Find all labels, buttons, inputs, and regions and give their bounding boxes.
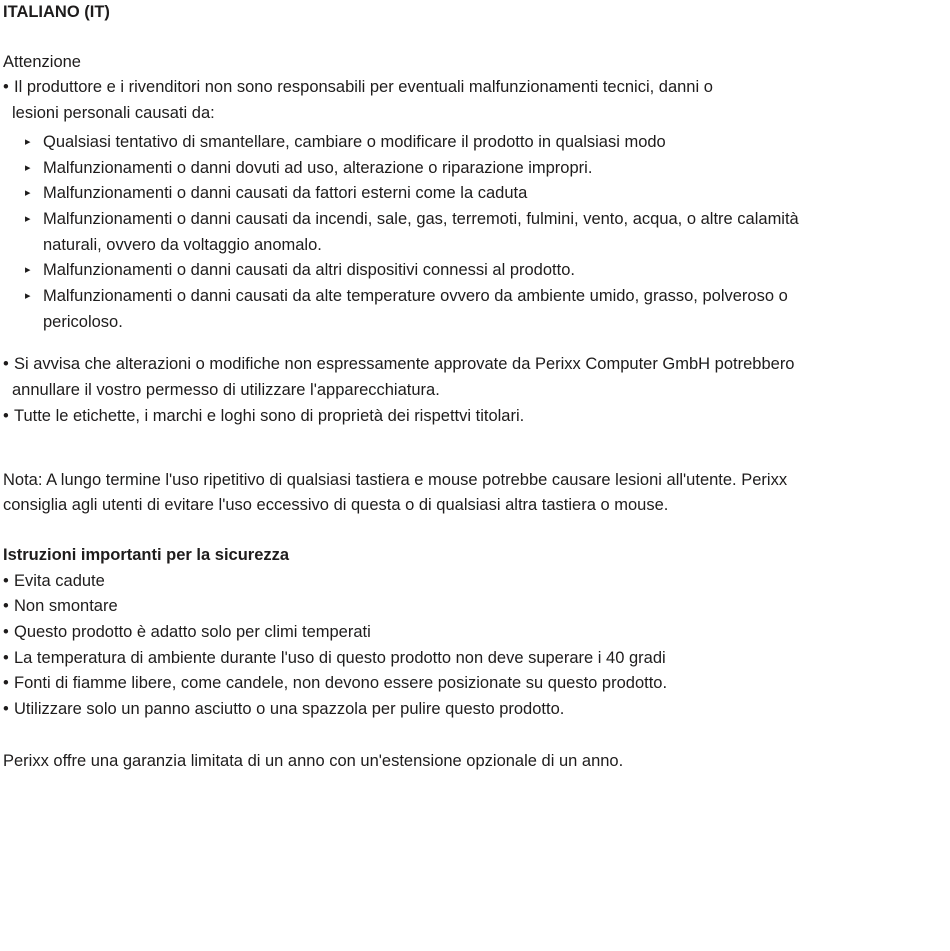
cause-item bbox=[3, 156, 946, 182]
cause-item bbox=[3, 258, 946, 284]
bullet-icon: • bbox=[3, 571, 9, 590]
safety-item-text: La temperatura di ambiente durante l'uso di questo prodotto non deve superare i 40 gradi bbox=[14, 648, 666, 667]
cause-item-text: Malfunzionamenti o danni dovuti ad uso, alterazione o riparazione impropri. bbox=[43, 158, 593, 177]
triangle-bullet-icon: ▸ bbox=[25, 134, 31, 148]
cause-item-text: Qualsiasi tentativo di smantellare, cambiare o modificare il prodotto in qualsiasi modo bbox=[43, 132, 666, 151]
warning-intro-text: Il produttore e i rivenditori non sono responsabili per eventuali malfunzionamenti tecnici, danni o bbox=[14, 78, 713, 97]
bullet-icon: • bbox=[3, 597, 9, 616]
cause-item bbox=[3, 181, 946, 207]
cause-item-text: Malfunzionamenti o danni causati da fattori esterni come la caduta bbox=[43, 184, 528, 203]
cause-item bbox=[3, 284, 946, 310]
bullet-icon: • bbox=[3, 623, 9, 642]
cause-item-text: Malfunzionamenti o danni causati da altri dispositivi connessi al prodotto. bbox=[43, 261, 575, 280]
cause-item-continued: pericoloso. bbox=[43, 312, 123, 331]
cause-item-text: Malfunzionamenti o danni causati da incendi, sale, gas, terremoti, fulmini, vento, acqua, o altre calamità bbox=[43, 209, 799, 228]
triangle-bullet-icon: ▸ bbox=[25, 289, 31, 303]
usage-note: Nota: A lungo termine l'uso ripetitivo di qualsiasi tastiera e mouse potrebbe causare lesioni all'utente. Perixx bbox=[3, 470, 788, 489]
safety-item-text: Utilizzare solo un panno asciutto o una spazzola per pulire questo prodotto. bbox=[14, 700, 565, 719]
safety-item bbox=[3, 646, 946, 672]
safety-heading: Istruzioni importanti per la sicurezza bbox=[3, 545, 290, 564]
safety-item-text: Questo prodotto è adatto solo per climi temperati bbox=[14, 623, 371, 642]
warning-heading: Attenzione bbox=[3, 52, 81, 71]
bullet-icon: • bbox=[3, 674, 9, 693]
notice-item-continued: annullare il vostro permesso di utilizzare l'apparecchiatura. bbox=[12, 381, 440, 400]
language-heading: ITALIANO (IT) bbox=[3, 3, 110, 21]
safety-item bbox=[3, 697, 946, 723]
triangle-bullet-icon: ▸ bbox=[25, 186, 31, 200]
triangle-bullet-icon: ▸ bbox=[25, 211, 31, 225]
safety-item bbox=[3, 594, 946, 620]
safety-item-text: Fonti di fiamme libere, come candele, non devono essere posizionate su questo prodotto. bbox=[14, 674, 668, 693]
notice-item-text: Si avvisa che alterazioni o modifiche non espressamente approvate da Perixx Computer GmbH potrebbero bbox=[14, 355, 795, 374]
warning-intro-continued: lesioni personali causati da: bbox=[12, 104, 215, 123]
usage-note-continued: consiglia agli utenti di evitare l'uso eccessivo di questa o di qualsiasi altra tastiera o mouse. bbox=[3, 496, 669, 515]
warning-intro bbox=[3, 75, 946, 101]
cause-item bbox=[3, 207, 946, 233]
safety-item bbox=[3, 671, 946, 697]
cause-item-continued: naturali, ovvero da voltaggio anomalo. bbox=[43, 235, 322, 254]
bullet-icon: • bbox=[3, 406, 9, 425]
triangle-bullet-icon: ▸ bbox=[25, 160, 31, 174]
safety-item bbox=[3, 569, 946, 595]
cause-item-text: Malfunzionamenti o danni causati da alte temperature ovvero da ambiente umido, grasso, polveroso o bbox=[43, 287, 788, 306]
notice-item bbox=[3, 352, 946, 378]
warranty-statement: Perixx offre una garanzia limitata di un anno con un'estensione opzionale di un anno. bbox=[3, 751, 624, 770]
bullet-icon: • bbox=[3, 648, 9, 667]
safety-item-text: Non smontare bbox=[14, 597, 118, 616]
notice-item-text: Tutte le etichette, i marchi e loghi sono di proprietà dei rispettvi titolari. bbox=[14, 406, 525, 425]
bullet-icon: • bbox=[3, 78, 9, 97]
bullet-icon: • bbox=[3, 355, 9, 374]
triangle-bullet-icon: ▸ bbox=[25, 263, 31, 277]
bullet-icon: • bbox=[3, 700, 9, 719]
cause-item bbox=[3, 130, 946, 156]
safety-item-text: Evita cadute bbox=[14, 571, 105, 590]
notice-item bbox=[3, 404, 946, 430]
safety-item bbox=[3, 620, 946, 646]
